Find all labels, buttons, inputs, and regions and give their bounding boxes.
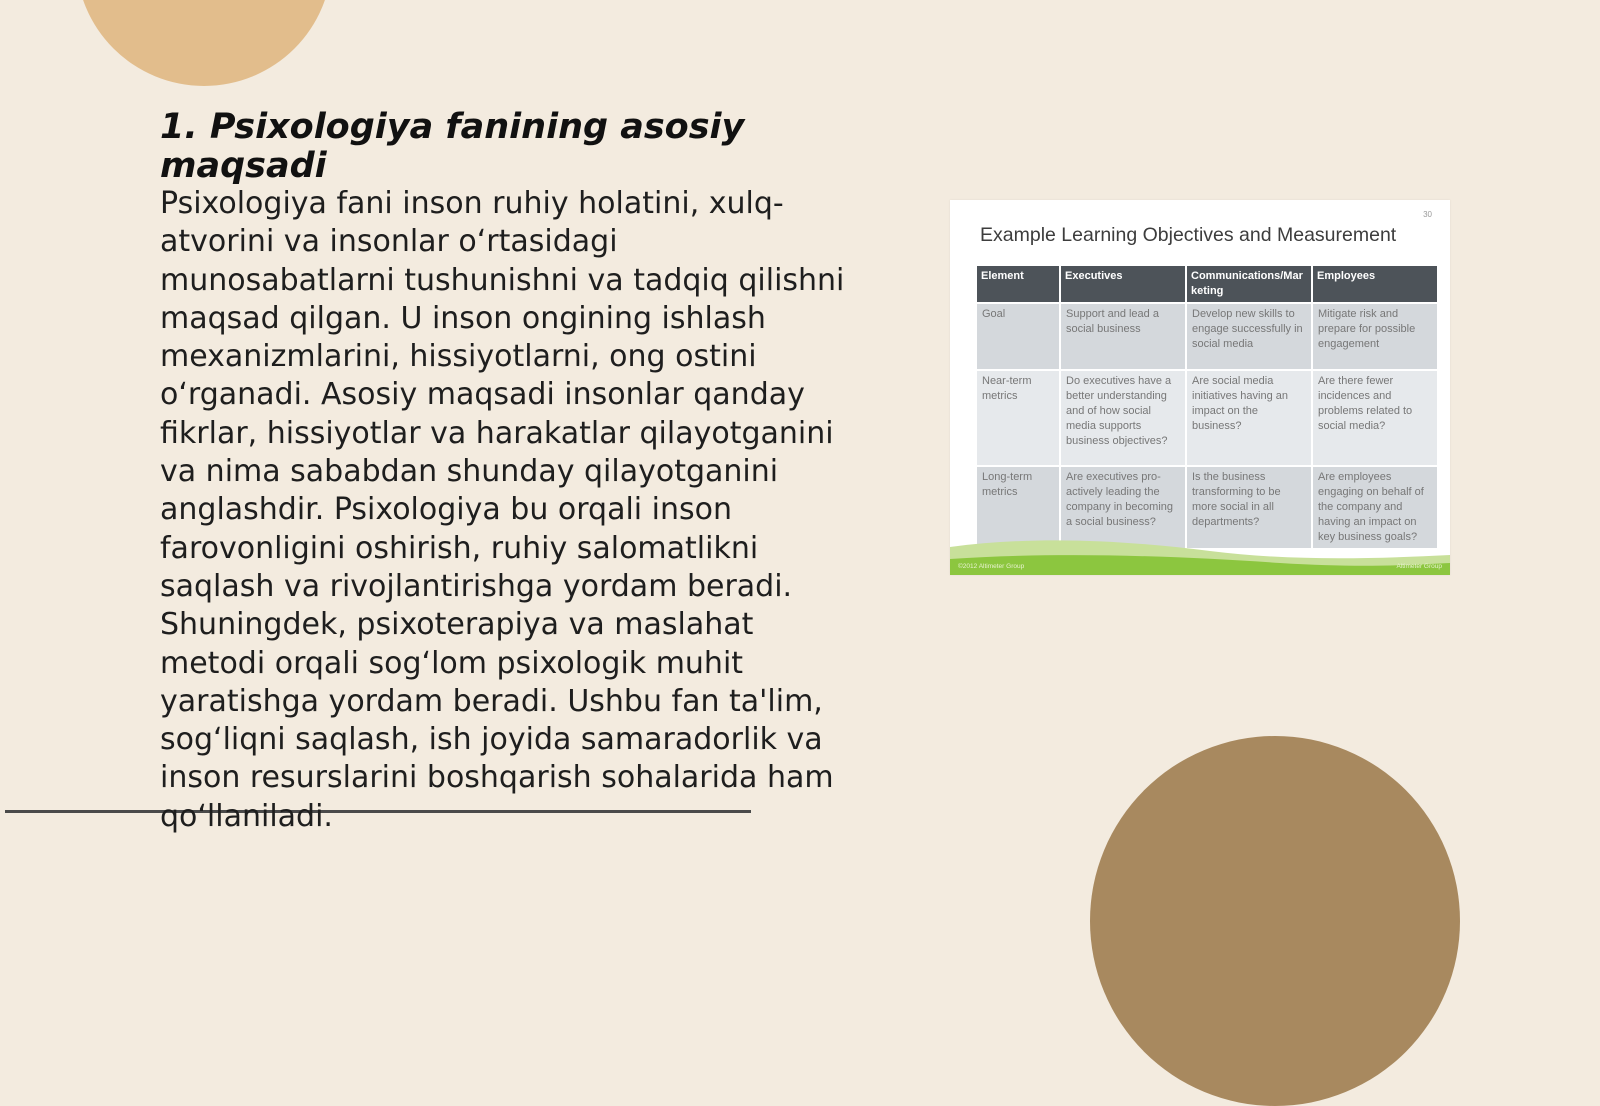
slide-number: 30 (1423, 210, 1432, 219)
decorative-circle-top (76, 0, 332, 86)
table-cell: Goal (977, 302, 1059, 369)
slide-footer-wave (950, 525, 1450, 575)
table-cell: Near-term metrics (977, 369, 1059, 465)
table-header-cell: Element (977, 266, 1059, 302)
table-cell: Develop new skills to engage successfully in social media (1187, 302, 1311, 369)
slide-title: Example Learning Objectives and Measurement (980, 224, 1397, 246)
table-cell: Support and lead a social business (1061, 302, 1185, 369)
table-header-cell: Executives (1061, 266, 1185, 302)
table-cell: Are there fewer incidences and problems related to social media? (1313, 369, 1437, 465)
slide-footer-logo: Altimeter Group (1396, 563, 1442, 570)
table-cell: Long-term metrics (977, 465, 1059, 548)
table-cell: Is the business transforming to be more social in all departments? (1187, 465, 1311, 548)
objectives-table (975, 266, 1439, 548)
table-header-row (977, 266, 1437, 302)
table-cell: Are social media initiatives having an impact on the business? (1187, 369, 1311, 465)
table-row (977, 369, 1437, 465)
table-header-cell: Employees (1313, 266, 1437, 302)
table-cell: Are executives pro-actively leading the company in becoming a social business? (1061, 465, 1185, 548)
embedded-slide-image (950, 200, 1450, 575)
slide-footer-copyright: ©2012 Altimeter Group (958, 563, 1025, 570)
table-cell: Mitigate risk and prepare for possible engagement (1313, 302, 1437, 369)
table-cell: Do executives have a better understanding and of how social media supports business objectives? (1061, 369, 1185, 465)
table-row (977, 302, 1437, 369)
body-paragraph: Psixologiya fani inson ruhiy holatini, xulq-atvorini va insonlar o‘rtasidagi munosabatlarni tushunishni va tadqiq qilishni maqsad qilgan. U inson ongining ishlash mexanizmlarini, hissiyotlarni, ong ostini o‘rganadi. Asosiy maqsadi insonlar qanday fikrlar, hissiyotlar va harakatlar qilayotganini va nima sababdan shunday qilayotganini anglashdir. Psixologiya bu orqali inson farovonligini oshirish, ruhiy salomatlikni saqlash va rivojlantirishga yordam beradi. Shuningdek, psixoterapiya va maslahat metodi orqali sog‘lom psixologik muhit yaratishga yordam beradi. Ushbu fan ta'lim, sog‘liqni saqlash, ish joyida samaradorlik va inson resurslarini boshqarish sohalarida ham qo‘llaniladi. (160, 186, 845, 834)
page-title: 1. Psixologiya fanining asosiy maqsadi (160, 107, 745, 186)
decorative-circle-bottom (1090, 736, 1460, 1106)
table-header-cell: Communications/Marketing (1187, 266, 1311, 302)
table-cell: Are employees engaging on behalf of the company and having an impact on key business goals? (1313, 465, 1437, 548)
